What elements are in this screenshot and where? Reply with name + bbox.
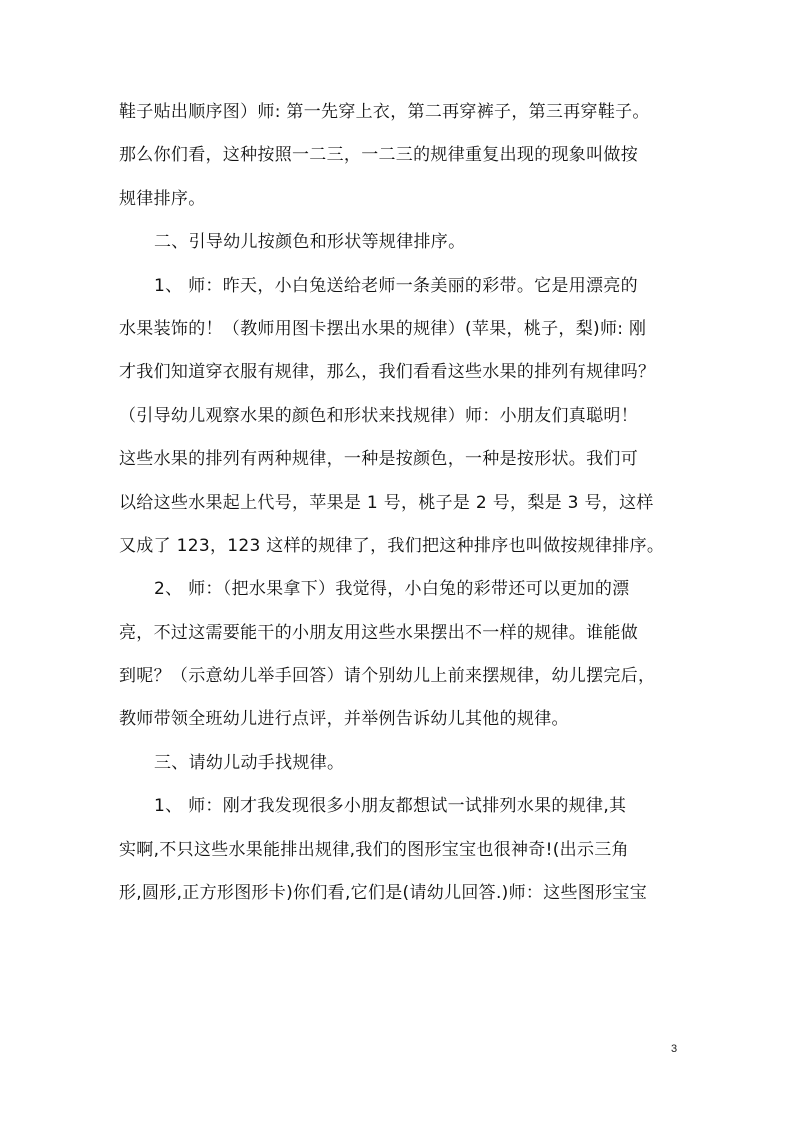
body-text [119,91,699,915]
text-line: 到呢？（示意幼儿举手回答）请个别幼儿上前来摆规律，幼儿摆完后， [119,666,656,687]
text-line: 那么你们看，这种按照一二三，一二三的规律重复出现的现象叫做按 [119,145,638,166]
text-line: 2、 师：（把水果拿下）我觉得，小白兔的彩带还可以更加的漂 [154,579,630,600]
text-line: 1、 师：昨天，小白兔送给老师一条美丽的彩带。它是用漂亮的 [154,275,638,296]
text-line: 教师带领全班幼儿进行点评，并举例告诉幼儿其他的规律。 [119,709,569,730]
section-heading: 二、引导幼儿按颜色和形状等规律排序。 [154,232,466,253]
text-line: 规律排序。 [119,188,206,209]
text-line: 实啊,不只这些水果能排出规律,我们的图形宝宝也很神奇!(出示三角 [119,839,629,860]
text-line: 形,圆形,正方形图形卡)你们看,它们是(请幼儿回答.)师：这些图形宝宝 [119,883,648,904]
text-line: 鞋子贴出顺序图）师: 第一先穿上衣，第二再穿裤子，第三再穿鞋子。 [119,102,650,122]
section-heading: 三、请幼儿动手找规律。 [154,752,345,773]
text-line: 这些水果的排列有两种规律，一种是按颜色，一种是按形状。我们可 [119,449,638,470]
text-line: 1、 师：刚才我发现很多小朋友都想试一试排列水果的规律,其 [154,796,627,817]
text-line: 又成了 123，123 这样的规律了，我们把这种排序也叫做按规律排序。 [119,535,665,556]
text-line: （引导幼儿观察水果的颜色和形状来找规律）师：小朋友们真聪明！ [119,405,638,426]
text-line: 才我们知道穿衣服有规律，那么，我们看看这些水果的排列有规律吗？ [119,362,656,383]
text-line: 水果装饰的！（教师用图卡摆出水果的规律）(苹果，桃子，梨)师: 刚 [119,318,647,339]
text-line: 以给这些水果起上代号，苹果是 1 号，桃子是 2 号，梨是 3 号，这样 [119,492,654,513]
page-number: 3 [671,1043,678,1055]
text-line: 亮，不过这需要能干的小朋友用这些水果摆出不一样的规律。谁能做 [119,622,638,643]
